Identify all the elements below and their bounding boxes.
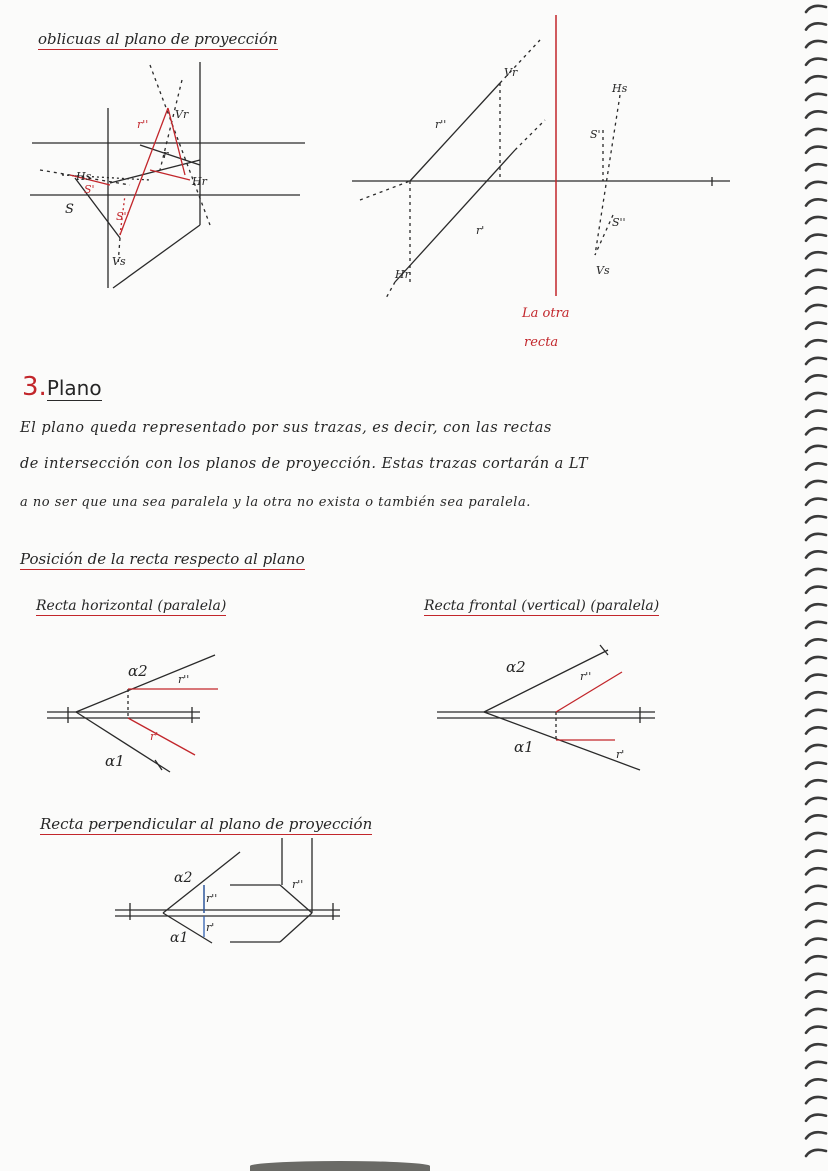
fig2-label-hr: Hr bbox=[395, 268, 410, 281]
horizontal-alpha1: α1 bbox=[105, 752, 125, 770]
fig1-label-hr: Hr bbox=[192, 175, 207, 188]
perpendicular-r2: r'' bbox=[206, 892, 218, 905]
fig1-label-r: r bbox=[163, 148, 169, 161]
perpendicular-alpha2: α2 bbox=[174, 870, 193, 886]
page-edge-shadow bbox=[250, 1161, 430, 1171]
fig1-label-s2: S'' bbox=[116, 210, 130, 223]
fig1-label-vs: Vs bbox=[112, 255, 126, 268]
top-heading: oblicuas al plano de proyección bbox=[38, 30, 278, 48]
fig2-label-vs: Vs bbox=[596, 264, 610, 277]
fig1-label-vr: Vr bbox=[175, 108, 189, 121]
fig1-label-r2: r'' bbox=[137, 118, 149, 131]
horizontal-r2: r'' bbox=[178, 673, 190, 686]
fig2-label-s2: S'' bbox=[612, 216, 626, 229]
paragraph-line-1: El plano queda representado por sus trazas, es decir, con las rectas bbox=[20, 420, 552, 436]
perpendicular-title: Recta perpendicular al plano de proyección bbox=[40, 815, 373, 833]
paragraph-line-2: de intersección con los planos de proyección. Estas trazas cortarán a LT bbox=[20, 456, 589, 472]
fig2-label-r1: r' bbox=[476, 224, 485, 237]
frontal-r2: r'' bbox=[580, 670, 592, 683]
figure-perpendicular bbox=[115, 838, 340, 943]
horizontal-r1: r' bbox=[150, 730, 159, 743]
fig2-label-r2: r'' bbox=[435, 118, 447, 131]
frontal-alpha1: α1 bbox=[514, 738, 534, 756]
perpendicular-alpha1: α1 bbox=[170, 930, 189, 946]
horizontal-title: Recta horizontal (paralela) bbox=[36, 598, 227, 614]
fig2-label-hs: Hs bbox=[612, 82, 628, 95]
note-line-2: recta bbox=[524, 335, 559, 350]
fig1-label-hs: Hs bbox=[76, 170, 92, 183]
note-line-1: La otra bbox=[522, 306, 570, 321]
section-number: 3. bbox=[22, 372, 47, 402]
frontal-alpha2: α2 bbox=[506, 658, 526, 676]
frontal-title: Recta frontal (vertical) (paralela) bbox=[424, 598, 660, 614]
perpendicular-r1: r' bbox=[206, 921, 215, 934]
figure-oblique-right bbox=[352, 40, 730, 300]
perpendicular-r2b: r'' bbox=[292, 878, 304, 891]
fig2-label-vr: Vr bbox=[504, 66, 518, 79]
fig1-label-s1: S' bbox=[84, 183, 95, 196]
frontal-r1: r' bbox=[616, 748, 625, 761]
fig1-label-s: S bbox=[65, 202, 74, 217]
paragraph-line-3: a no ser que una sea paralela y la otra no exista o también sea paralela. bbox=[20, 495, 531, 510]
section-title: Plano bbox=[46, 376, 102, 400]
section-heading bbox=[22, 372, 102, 402]
subheading: Posición de la recta respecto al plano bbox=[20, 550, 305, 568]
horizontal-alpha2: α2 bbox=[128, 662, 148, 680]
fig2-label-s1: S' bbox=[590, 128, 601, 141]
